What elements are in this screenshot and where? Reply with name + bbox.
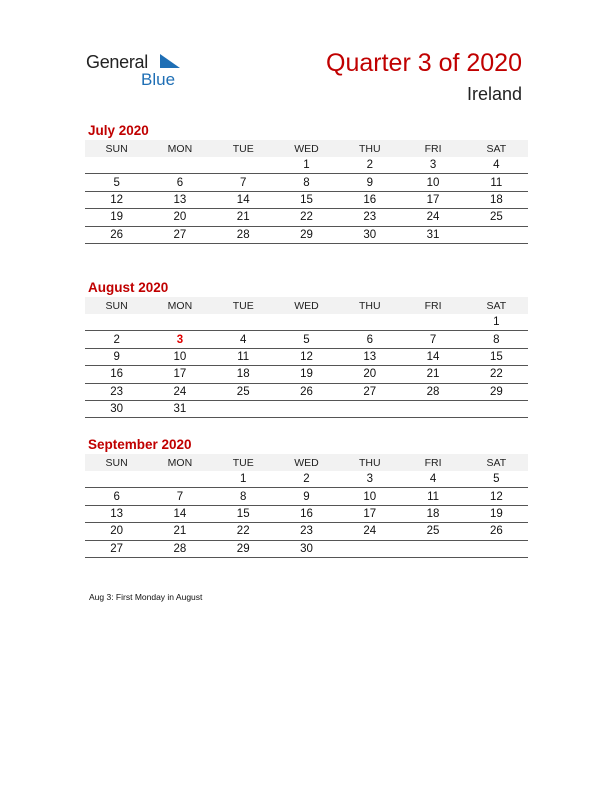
date-cell: 30: [275, 540, 338, 557]
month-calendar-table: [85, 140, 528, 244]
week-row: [85, 505, 528, 522]
date-cell: [212, 314, 275, 331]
date-cell: 31: [401, 226, 464, 243]
date-cell: 6: [148, 174, 211, 191]
logo-text-blue: Blue: [141, 70, 176, 89]
date-cell: 2: [85, 331, 148, 348]
week-row: [85, 314, 528, 331]
date-cell: 16: [85, 366, 148, 383]
date-cell: [275, 314, 338, 331]
week-row: [85, 331, 528, 348]
date-cell: 1: [212, 471, 275, 488]
weekday-header: SAT: [465, 297, 528, 314]
week-row: [85, 174, 528, 191]
week-row: [85, 383, 528, 400]
date-cell: 27: [338, 383, 401, 400]
date-cell: 13: [85, 505, 148, 522]
date-cell: 24: [338, 523, 401, 540]
date-cell: 8: [465, 331, 528, 348]
date-cell: 23: [338, 209, 401, 226]
weekday-header: SUN: [85, 454, 148, 471]
date-cell: 3: [401, 157, 464, 174]
date-cell: 27: [148, 226, 211, 243]
date-cell: [465, 226, 528, 243]
date-cell: [85, 471, 148, 488]
date-cell: [401, 314, 464, 331]
week-row: [85, 191, 528, 208]
date-cell: 9: [85, 348, 148, 365]
date-cell: 26: [275, 383, 338, 400]
week-row: [85, 157, 528, 174]
date-cell: 5: [465, 471, 528, 488]
date-cell: 17: [338, 505, 401, 522]
date-cell: 10: [338, 488, 401, 505]
date-cell: 29: [465, 383, 528, 400]
date-cell: [275, 400, 338, 417]
date-cell: 16: [275, 505, 338, 522]
date-cell: [85, 157, 148, 174]
date-cell: 22: [212, 523, 275, 540]
date-cell: 29: [212, 540, 275, 557]
month-title: July 2020: [88, 123, 149, 138]
date-cell: 7: [212, 174, 275, 191]
weekday-header-row: [85, 454, 528, 471]
date-cell: [465, 540, 528, 557]
date-cell: 28: [212, 226, 275, 243]
date-cell: 8: [275, 174, 338, 191]
date-cell: 7: [148, 488, 211, 505]
date-cell: 1: [275, 157, 338, 174]
date-cell: 14: [212, 191, 275, 208]
weekday-header-row: [85, 140, 528, 157]
weekday-header: THU: [338, 454, 401, 471]
weekday-header: FRI: [401, 140, 464, 157]
weekday-header: WED: [275, 140, 338, 157]
logo-flag-icon: [160, 54, 180, 68]
date-cell: 18: [401, 505, 464, 522]
date-cell: 25: [465, 209, 528, 226]
date-cell: 2: [275, 471, 338, 488]
date-cell: 29: [275, 226, 338, 243]
date-cell: 23: [275, 523, 338, 540]
date-cell: [338, 400, 401, 417]
week-row: [85, 471, 528, 488]
date-cell: 6: [85, 488, 148, 505]
weekday-header: SUN: [85, 140, 148, 157]
weekday-header: FRI: [401, 297, 464, 314]
date-cell: 28: [148, 540, 211, 557]
country-name: Ireland: [466, 84, 522, 104]
date-cell: 22: [465, 366, 528, 383]
date-cell: [465, 400, 528, 417]
date-cell: 17: [401, 191, 464, 208]
date-cell: 8: [212, 488, 275, 505]
date-cell: 25: [212, 383, 275, 400]
date-cell: 18: [212, 366, 275, 383]
date-cell: 27: [85, 540, 148, 557]
date-cell: [212, 400, 275, 417]
date-cell: 24: [401, 209, 464, 226]
weekday-header-row: [85, 297, 528, 314]
date-cell: 4: [465, 157, 528, 174]
weekday-header: TUE: [212, 454, 275, 471]
month-calendar-table: [85, 297, 528, 418]
date-cell: 11: [401, 488, 464, 505]
week-row: [85, 400, 528, 417]
date-cell: 12: [85, 191, 148, 208]
date-cell: 20: [148, 209, 211, 226]
date-cell: 13: [148, 191, 211, 208]
date-cell: 21: [148, 523, 211, 540]
weekday-header: THU: [338, 140, 401, 157]
date-cell: 10: [401, 174, 464, 191]
date-cell: 7: [401, 331, 464, 348]
week-row: [85, 540, 528, 557]
date-cell: [401, 400, 464, 417]
date-cell: [148, 471, 211, 488]
date-cell: 17: [148, 366, 211, 383]
date-cell: [338, 540, 401, 557]
date-cell: 14: [148, 505, 211, 522]
date-cell: 5: [275, 331, 338, 348]
date-cell: 31: [148, 400, 211, 417]
date-cell: 15: [212, 505, 275, 522]
date-cell: 20: [338, 366, 401, 383]
date-cell: 23: [85, 383, 148, 400]
weekday-header: FRI: [401, 454, 464, 471]
date-cell: 30: [338, 226, 401, 243]
generalblue-logo: [86, 50, 196, 90]
date-cell: 11: [465, 174, 528, 191]
date-cell: 9: [338, 174, 401, 191]
date-cell: 10: [148, 348, 211, 365]
date-cell: 14: [401, 348, 464, 365]
date-cell: 1: [465, 314, 528, 331]
page-title: Quarter 3 of 2020: [326, 49, 522, 77]
date-cell: [148, 157, 211, 174]
date-cell: 4: [401, 471, 464, 488]
weekday-header: THU: [338, 297, 401, 314]
date-cell: [212, 157, 275, 174]
weekday-header: SUN: [85, 297, 148, 314]
weekday-header: MON: [148, 297, 211, 314]
weekday-header: TUE: [212, 140, 275, 157]
holiday-date-cell: 3: [148, 331, 211, 348]
date-cell: [401, 540, 464, 557]
month-block-august: [85, 279, 528, 418]
date-cell: 12: [275, 348, 338, 365]
date-cell: 3: [338, 471, 401, 488]
date-cell: 21: [401, 366, 464, 383]
date-cell: 24: [148, 383, 211, 400]
date-cell: 2: [338, 157, 401, 174]
date-cell: 6: [338, 331, 401, 348]
weekday-header: WED: [275, 454, 338, 471]
week-row: [85, 488, 528, 505]
date-cell: 21: [212, 209, 275, 226]
date-cell: 25: [401, 523, 464, 540]
date-cell: 20: [85, 523, 148, 540]
date-cell: 19: [465, 505, 528, 522]
month-title: September 2020: [88, 437, 192, 452]
date-cell: 16: [338, 191, 401, 208]
weekday-header: SAT: [465, 140, 528, 157]
date-cell: 13: [338, 348, 401, 365]
weekday-header: TUE: [212, 297, 275, 314]
date-cell: 19: [85, 209, 148, 226]
date-cell: 9: [275, 488, 338, 505]
date-cell: 26: [465, 523, 528, 540]
week-row: [85, 366, 528, 383]
month-block-july: [85, 122, 528, 244]
date-cell: 22: [275, 209, 338, 226]
date-cell: 12: [465, 488, 528, 505]
month-block-september: [85, 436, 528, 558]
week-row: [85, 348, 528, 365]
week-row: [85, 209, 528, 226]
date-cell: 30: [85, 400, 148, 417]
logo-text-general: General: [86, 52, 148, 72]
date-cell: 18: [465, 191, 528, 208]
date-cell: 28: [401, 383, 464, 400]
date-cell: [85, 314, 148, 331]
date-cell: [148, 314, 211, 331]
date-cell: 5: [85, 174, 148, 191]
date-cell: 15: [275, 191, 338, 208]
week-row: [85, 523, 528, 540]
weekday-header: MON: [148, 454, 211, 471]
week-row: [85, 226, 528, 243]
weekday-header: MON: [148, 140, 211, 157]
weekday-header: WED: [275, 297, 338, 314]
date-cell: 15: [465, 348, 528, 365]
holiday-note: Aug 3: First Monday in August: [89, 592, 203, 602]
date-cell: 11: [212, 348, 275, 365]
month-title: August 2020: [88, 280, 169, 295]
date-cell: [338, 314, 401, 331]
date-cell: 19: [275, 366, 338, 383]
date-cell: 26: [85, 226, 148, 243]
weekday-header: SAT: [465, 454, 528, 471]
month-calendar-table: [85, 454, 528, 558]
date-cell: 4: [212, 331, 275, 348]
